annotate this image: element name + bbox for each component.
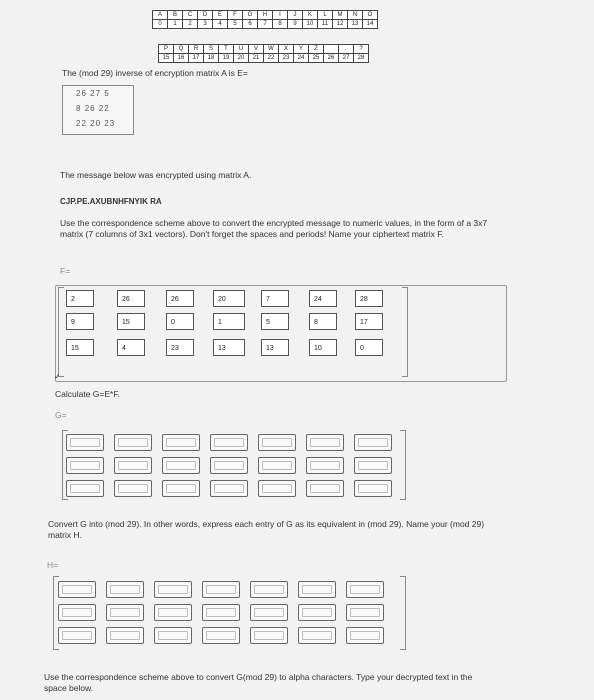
g-matrix-input[interactable] <box>306 434 344 451</box>
g-matrix-input[interactable] <box>210 480 248 497</box>
scheme-cell: F <box>228 11 243 20</box>
f-matrix-cell[interactable]: 15 <box>66 339 94 356</box>
scheme-cell <box>324 45 339 54</box>
scheme-cell: J <box>288 11 303 20</box>
h-matrix-input[interactable] <box>346 581 384 598</box>
h-matrix-input[interactable] <box>58 581 96 598</box>
scheme-cell: 22 <box>264 54 279 63</box>
scheme-cell: C <box>183 11 198 20</box>
scheme-cell: P <box>159 45 174 54</box>
scheme-cell: 16 <box>174 54 189 63</box>
scheme-cell: 2 <box>183 20 198 29</box>
scheme-cell: O <box>363 11 378 20</box>
g-matrix-input[interactable] <box>162 434 200 451</box>
g-matrix-input[interactable] <box>66 480 104 497</box>
scheme-cell: R <box>189 45 204 54</box>
scheme-cell: T <box>219 45 234 54</box>
h-matrix-input[interactable] <box>346 627 384 644</box>
h-matrix-input[interactable] <box>106 604 144 621</box>
scheme-cell: 18 <box>204 54 219 63</box>
scheme-cell: 25 <box>309 54 324 63</box>
g-matrix-input[interactable] <box>66 434 104 451</box>
f-matrix-cell[interactable]: 26 <box>117 290 145 307</box>
h-matrix-input[interactable] <box>202 581 240 598</box>
scheme-cell: I <box>273 11 288 20</box>
convert-text: Convert G into (mod 29). In other words, express each entry of G as its equivalent in (mod 29). Name your (mod 29) matrix H. <box>48 519 485 540</box>
f-label: F= <box>60 266 71 276</box>
f-matrix-cell[interactable]: 13 <box>213 339 245 356</box>
scheme-cell: 13 <box>348 20 363 29</box>
g-matrix-input[interactable] <box>354 457 392 474</box>
f-matrix-cell[interactable]: 23 <box>166 339 194 356</box>
message-intro: The message below was encrypted using matrix A. <box>60 170 252 180</box>
g-right-bracket <box>400 430 406 500</box>
g-matrix-input[interactable] <box>306 480 344 497</box>
ciphertext: CJP.PE.AXUBNHFNYIK RA <box>60 197 162 206</box>
scheme-cell: N <box>348 11 363 20</box>
h-matrix-input[interactable] <box>346 604 384 621</box>
g-matrix-input[interactable] <box>258 434 296 451</box>
f-matrix-cell[interactable]: 7 <box>261 290 289 307</box>
f-matrix-cell[interactable]: 5 <box>261 313 289 330</box>
scheme-cell: 1 <box>168 20 183 29</box>
scheme-cell: 27 <box>339 54 354 63</box>
f-matrix-cell[interactable]: 0 <box>355 339 383 356</box>
scheme-cell: 28 <box>354 54 369 63</box>
scheme-cell: K <box>303 11 318 20</box>
g-matrix-input[interactable] <box>210 457 248 474</box>
scheme-cell: 5 <box>228 20 243 29</box>
scheme-cell: 15 <box>159 54 174 63</box>
scheme-cell: Y <box>294 45 309 54</box>
scheme-cell: 19 <box>219 54 234 63</box>
h-matrix-input[interactable] <box>298 627 336 644</box>
f-matrix-cell[interactable]: 8 <box>309 313 337 330</box>
g-label: G= <box>55 410 67 420</box>
f-matrix-cell[interactable]: 1 <box>213 313 245 330</box>
g-matrix-input[interactable] <box>354 434 392 451</box>
inverse-text: The (mod 29) inverse of encryption matrix A is E= <box>62 68 248 78</box>
g-matrix-input[interactable] <box>210 434 248 451</box>
scheme-cell: S <box>204 45 219 54</box>
g-matrix-input[interactable] <box>66 457 104 474</box>
calc-text: Calculate G=E*F. <box>55 389 120 399</box>
h-matrix-input[interactable] <box>298 581 336 598</box>
g-matrix-input[interactable] <box>306 457 344 474</box>
check-icon: ✓ <box>54 372 61 381</box>
h-matrix-input[interactable] <box>106 627 144 644</box>
f-right-bracket <box>402 287 408 377</box>
scheme-cell: 21 <box>249 54 264 63</box>
g-matrix-input[interactable] <box>354 480 392 497</box>
matrix-e <box>62 85 134 135</box>
h-matrix-input[interactable] <box>202 604 240 621</box>
scheme-cell: 24 <box>294 54 309 63</box>
h-right-bracket <box>400 576 406 650</box>
scheme-table-row2 <box>158 44 369 63</box>
f-matrix-cell[interactable]: 13 <box>261 339 289 356</box>
scheme-cell: M <box>333 11 348 20</box>
h-matrix-input[interactable] <box>58 627 96 644</box>
scheme-cell: 11 <box>318 20 333 29</box>
scheme-cell: V <box>249 45 264 54</box>
g-matrix-input[interactable] <box>114 457 152 474</box>
f-matrix-cell[interactable]: 28 <box>355 290 383 307</box>
h-matrix-input[interactable] <box>298 604 336 621</box>
h-matrix-input[interactable] <box>202 627 240 644</box>
scheme-cell: X <box>279 45 294 54</box>
g-matrix-input[interactable] <box>162 457 200 474</box>
h-matrix-input[interactable] <box>106 581 144 598</box>
scheme-cell: E <box>213 11 228 20</box>
h-matrix-input[interactable] <box>250 604 288 621</box>
f-matrix-cell[interactable]: 24 <box>309 290 337 307</box>
scheme-cell: 12 <box>333 20 348 29</box>
f-matrix-cell[interactable]: 10 <box>309 339 337 356</box>
matrix-e-row: 26 27 5 <box>76 89 110 98</box>
scheme-cell: Z <box>309 45 324 54</box>
scheme-cell: 0 <box>153 20 168 29</box>
scheme-cell: 10 <box>303 20 318 29</box>
scheme-cell: U <box>234 45 249 54</box>
scheme-cell: H <box>258 11 273 20</box>
f-matrix-cell[interactable]: 2 <box>66 290 94 307</box>
scheme-cell: 26 <box>324 54 339 63</box>
scheme-cell: W <box>264 45 279 54</box>
f-left-bracket <box>58 287 64 377</box>
f-matrix-cell[interactable]: 20 <box>213 290 245 307</box>
g-matrix-input[interactable] <box>114 480 152 497</box>
scheme-cell: . <box>339 45 354 54</box>
matrix-e-row: 22 20 23 <box>76 119 116 128</box>
scheme-cell: D <box>198 11 213 20</box>
scheme-cell: 6 <box>243 20 258 29</box>
f-matrix-cell[interactable]: 15 <box>117 313 145 330</box>
h-matrix-input[interactable] <box>154 627 192 644</box>
scheme-cell: 9 <box>288 20 303 29</box>
f-matrix-cell[interactable]: 9 <box>66 313 94 330</box>
matrix-e-row: 8 26 22 <box>76 104 110 113</box>
h-matrix-input[interactable] <box>154 604 192 621</box>
h-matrix-input[interactable] <box>250 581 288 598</box>
g-matrix-input[interactable] <box>114 434 152 451</box>
scheme-cell: B <box>168 11 183 20</box>
scheme-cell: Q <box>174 45 189 54</box>
scheme-cell: 20 <box>234 54 249 63</box>
scheme-cell: 23 <box>279 54 294 63</box>
f-matrix-cell[interactable]: 26 <box>166 290 194 307</box>
f-matrix-cell[interactable]: 17 <box>355 313 383 330</box>
scheme-table-row1 <box>152 10 378 29</box>
scheme-cell: 3 <box>198 20 213 29</box>
scheme-cell: G <box>243 11 258 20</box>
scheme-cell: 8 <box>273 20 288 29</box>
scheme-cell: ? <box>354 45 369 54</box>
f-matrix-cell[interactable]: 4 <box>117 339 145 356</box>
h-matrix-input[interactable] <box>154 581 192 598</box>
g-matrix-input[interactable] <box>258 480 296 497</box>
final-instruction: Use the correspondence scheme above to convert G(mod 29) to alpha characters. Type your decrypted text in the space below. <box>44 672 473 693</box>
scheme-cell: 14 <box>363 20 378 29</box>
scheme-cell: 7 <box>258 20 273 29</box>
h-matrix-input[interactable] <box>58 604 96 621</box>
h-label: H= <box>47 560 59 570</box>
g-matrix-input[interactable] <box>162 480 200 497</box>
scheme-cell: 4 <box>213 20 228 29</box>
scheme-cell: 17 <box>189 54 204 63</box>
g-matrix-input[interactable] <box>258 457 296 474</box>
instruction-text: Use the correspondence scheme above to convert the encrypted message to numeric values, in the form of a 3x7 matrix (7 columns of 3x1 vectors). Don't forget the spaces and periods! Name your ciphertext matrix F. <box>60 218 488 239</box>
f-matrix-cell[interactable]: 0 <box>166 313 194 330</box>
scheme-cell: L <box>318 11 333 20</box>
scheme-cell: A <box>153 11 168 20</box>
h-matrix-input[interactable] <box>250 627 288 644</box>
